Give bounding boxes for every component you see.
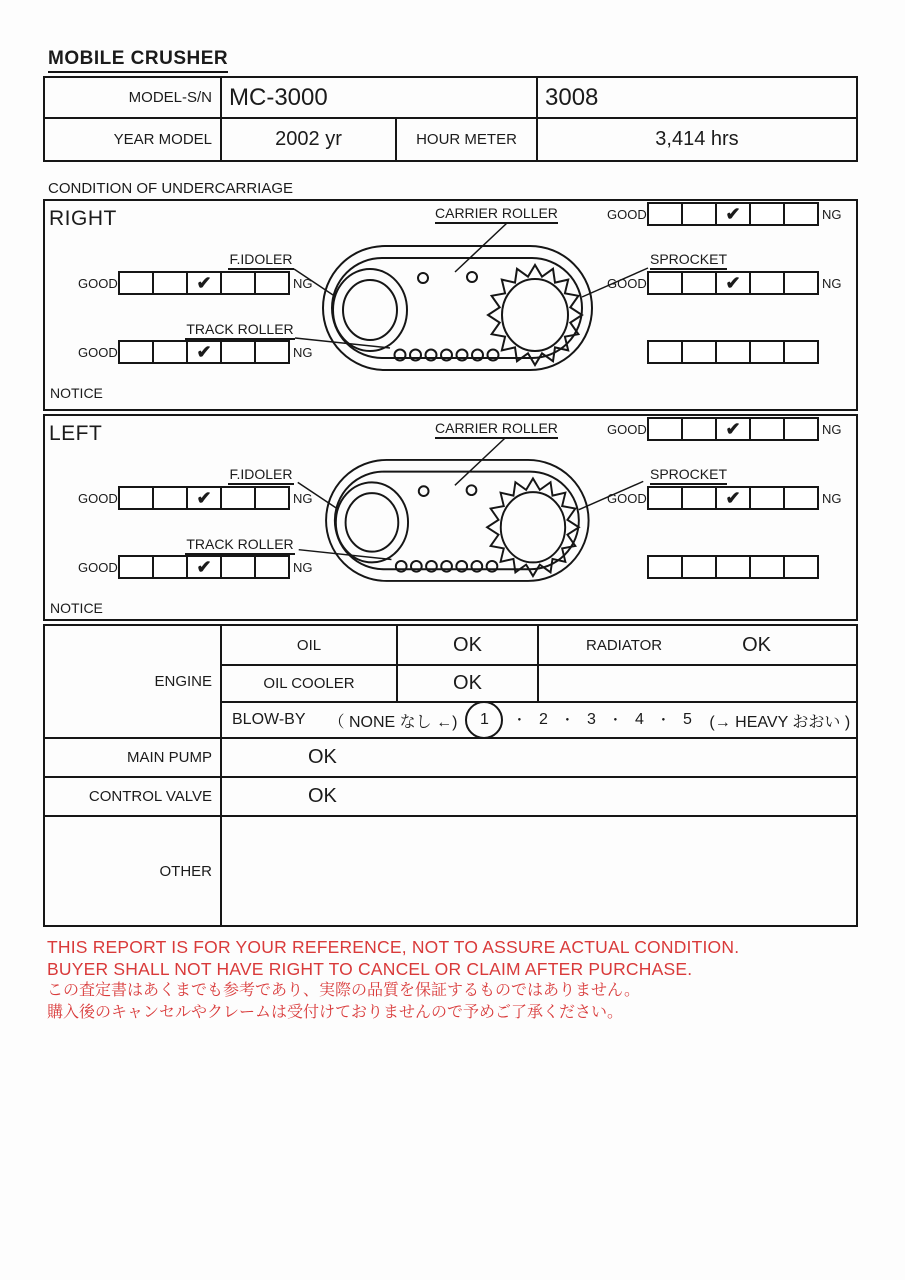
carrier-roller-rating-row — [607, 417, 842, 441]
front-idler-label: F.IDOLER — [228, 466, 294, 485]
hour-meter-label: HOUR METER — [397, 119, 538, 160]
track-roller-label: TRACK ROLLER — [185, 536, 295, 555]
rating-cell — [118, 271, 154, 295]
oil-cooler-label: OIL COOLER — [222, 666, 398, 701]
other-label: OTHER — [45, 817, 222, 925]
carrier-roller-dot — [467, 272, 477, 282]
engine-label: ENGINE — [45, 626, 222, 737]
rating-cell — [254, 555, 290, 579]
blow-by-scale-4: 4 — [634, 711, 644, 728]
carrier-roller-label: CARRIER ROLLER — [435, 420, 558, 439]
track-roller-dot — [472, 350, 483, 361]
rating-cell — [783, 202, 819, 226]
good-label: GOOD — [78, 559, 118, 575]
rating-cells — [647, 417, 819, 441]
undercarriage-left-panel — [43, 414, 858, 621]
track-roller-dot — [471, 561, 482, 572]
front-idler-rating-row — [78, 486, 313, 510]
rating-cell: ✔ — [715, 271, 751, 295]
blow-by-row — [222, 703, 856, 737]
rating-cell — [749, 340, 785, 364]
track-roller-label: TRACK ROLLER — [185, 321, 295, 340]
front-idler-inner — [346, 493, 399, 552]
oil-label: OIL — [222, 626, 398, 664]
rating-cell: ✔ — [186, 271, 222, 295]
good-label: GOOD — [607, 275, 647, 291]
ng-label: NG — [293, 344, 313, 360]
sprocket-teeth — [487, 478, 579, 576]
undercarriage-right-panel — [43, 199, 858, 411]
blow-by-scale-5: 5 — [682, 711, 692, 728]
rating-cell — [681, 202, 717, 226]
rating-cell — [220, 555, 256, 579]
model-sn-label: MODEL-S/N — [45, 78, 222, 117]
carrier-roller-dot — [418, 273, 428, 283]
rating-cell — [118, 555, 154, 579]
control-valve-label: CONTROL VALVE — [45, 778, 222, 815]
rating-cell — [783, 486, 819, 510]
rating-cell — [749, 271, 785, 295]
rating-cells — [647, 555, 819, 579]
rating-cell — [152, 271, 188, 295]
control-valve-value: OK — [308, 785, 337, 807]
front-idler-inner — [343, 280, 397, 340]
track-outline-outer — [326, 460, 589, 581]
hour-meter-value: 3,414 hrs — [655, 128, 739, 150]
blow-by-scale — [463, 705, 697, 735]
ng-label: NG — [822, 490, 842, 506]
carrier-roller-label: CARRIER ROLLER — [435, 205, 558, 224]
empty-cell — [539, 666, 856, 701]
track-roller-dot — [410, 350, 421, 361]
track-roller-dot — [456, 561, 467, 572]
engine-oil-cooler-row — [222, 666, 856, 703]
track-roller-dot — [411, 561, 422, 572]
good-label: GOOD — [607, 421, 647, 437]
rating-cell — [681, 555, 717, 579]
rating-cell: ✔ — [715, 417, 751, 441]
year-value: 2002 yr — [222, 119, 397, 160]
track-diagram — [45, 201, 856, 409]
rating-cell — [749, 202, 785, 226]
page-title: MOBILE CRUSHER — [48, 48, 228, 73]
ng-label: NG — [822, 206, 842, 222]
rating-cell — [715, 340, 751, 364]
sprocket-rating-row — [607, 486, 842, 510]
blow-by-scale-3: 3 — [586, 711, 596, 728]
rating-cell: ✔ — [186, 340, 222, 364]
sprocket-label: SPROCKET — [650, 466, 727, 485]
disclaimer — [47, 937, 739, 1023]
track-outline-inner — [335, 472, 579, 570]
good-label: GOOD — [607, 206, 647, 222]
spec-row-model — [45, 78, 856, 119]
ng-label: NG — [293, 490, 313, 506]
rating-cell — [783, 271, 819, 295]
oil-value: OK — [398, 626, 539, 664]
rating-cell — [647, 271, 683, 295]
front-idler-rating-row — [78, 271, 313, 295]
good-label: GOOD — [78, 490, 118, 506]
track-roller-rating-row — [78, 555, 313, 579]
carrier-roller-leader-line — [455, 223, 507, 272]
radiator-cell — [539, 626, 856, 664]
sprocket-rating-row — [607, 271, 842, 295]
ng-label: NG — [822, 275, 842, 291]
rating-cell — [152, 486, 188, 510]
rating-cell — [749, 417, 785, 441]
rating-cell — [681, 271, 717, 295]
rating-cell — [647, 202, 683, 226]
good-label: GOOD — [78, 344, 118, 360]
carrier-roller-rating-row — [607, 202, 842, 226]
rating-cells — [118, 340, 290, 364]
sprocket-hub — [501, 492, 565, 562]
main-pump-value: OK — [308, 746, 337, 768]
rating-cell — [118, 486, 154, 510]
rating-cell — [254, 271, 290, 295]
engine-oil-row — [222, 626, 856, 666]
carrier-roller-dot — [467, 485, 477, 495]
sprocket-teeth — [488, 265, 582, 365]
track-roller-dot — [426, 350, 437, 361]
undercarriage-section-title: CONDITION OF UNDERCARRIAGE — [48, 180, 294, 197]
rating-cells — [647, 340, 819, 364]
rating-cell: ✔ — [715, 202, 751, 226]
radiator-label: RADIATOR — [586, 636, 663, 654]
front-idler-outer — [336, 482, 408, 562]
model-value: MC-3000 — [222, 78, 538, 117]
ng-label: NG — [293, 559, 313, 575]
rating-cell — [118, 340, 154, 364]
track-roller-dot — [487, 561, 498, 572]
blow-by-label: BLOW-BY — [232, 711, 306, 728]
engine-row-group — [45, 626, 856, 739]
scale-dot: ・ — [512, 712, 527, 728]
rating-cells — [118, 271, 290, 295]
scale-dot: ・ — [560, 712, 575, 728]
other-row — [45, 817, 856, 925]
track-roller-dot — [396, 561, 407, 572]
rating-cell — [647, 417, 683, 441]
radiator-value: OK — [742, 633, 772, 656]
rating-cell — [681, 340, 717, 364]
rating-cell — [152, 340, 188, 364]
rating-cells — [118, 486, 290, 510]
disclaimer-line-en-1: THIS REPORT IS FOR YOUR REFERENCE, NOT TO ASSURE ACTUAL CONDITION. — [47, 937, 740, 957]
track-roller-dot — [426, 561, 437, 572]
notice-label: NOTICE — [50, 385, 103, 401]
track-roller-dot — [441, 561, 452, 572]
control-valve-row — [45, 778, 856, 817]
main-pump-label: MAIN PUMP — [45, 739, 222, 776]
spec-row-year — [45, 119, 856, 160]
track-diagram — [45, 416, 856, 619]
track-roller-dot — [395, 350, 406, 361]
track-roller-rating-row — [78, 340, 313, 364]
scale-dot: ・ — [656, 712, 671, 728]
rating-cell — [220, 271, 256, 295]
rating-cell — [783, 555, 819, 579]
good-label: GOOD — [78, 275, 118, 291]
rating-cell — [681, 417, 717, 441]
rating-cell: ✔ — [186, 486, 222, 510]
rating-cell — [254, 486, 290, 510]
rating-cells — [118, 555, 290, 579]
spec-table — [43, 76, 858, 162]
disclaimer-line-jp-1: この査定書はあくまでも参考であり、実際の品質を保証するものではありません。 — [47, 982, 640, 999]
ng-label: NG — [293, 275, 313, 291]
rating-cell — [220, 340, 256, 364]
front-idler-label: F.IDOLER — [228, 251, 294, 270]
rating-cell — [647, 340, 683, 364]
oil-cooler-value: OK — [398, 666, 539, 701]
rating-cell — [783, 340, 819, 364]
carrier-roller-leader-line — [455, 437, 506, 485]
track-outline-outer — [323, 246, 592, 370]
ng-label: NG — [822, 421, 842, 437]
rating-cell — [783, 417, 819, 441]
disclaimer-line-jp-2: 購入後のキャンセルやクレームは受付けておりませんので予めご了承ください。 — [47, 1003, 624, 1021]
panel-title-left: LEFT — [49, 422, 103, 445]
blow-by-heavy-label: (→ HEAVY おおい ) — [709, 713, 851, 731]
panel-title-right: RIGHT — [49, 207, 117, 230]
component-condition-table — [43, 624, 858, 927]
rating-cell — [715, 555, 751, 579]
good-label: GOOD — [607, 490, 647, 506]
scale-dot: ・ — [608, 712, 623, 728]
disclaimer-line-en-2: BUYER SHALL NOT HAVE RIGHT TO CANCEL OR CLAIM AFTER PURCHASE. — [47, 958, 693, 979]
rating-cell — [749, 555, 785, 579]
rating-cell: ✔ — [715, 486, 751, 510]
blow-by-scale-1: 1 — [465, 701, 503, 739]
track-roller-dot — [457, 350, 468, 361]
front-idler-outer — [333, 269, 407, 351]
track-outline-inner — [332, 258, 582, 358]
blow-by-none-label: （ NONE なし ←) — [328, 713, 458, 731]
sprocket-hub — [502, 279, 568, 351]
rating-cells — [647, 202, 819, 226]
rating-cell — [254, 340, 290, 364]
track-roller-dot — [441, 350, 452, 361]
extra-rating-row — [647, 555, 819, 579]
serial-value: 3008 — [545, 83, 599, 111]
track-roller-dot — [488, 350, 499, 361]
sprocket-label: SPROCKET — [650, 251, 727, 270]
rating-cell — [681, 486, 717, 510]
rating-cell — [749, 486, 785, 510]
notice-label: NOTICE — [50, 600, 103, 616]
rating-cell — [152, 555, 188, 579]
blow-by-scale-2: 2 — [538, 711, 548, 728]
rating-cell: ✔ — [186, 555, 222, 579]
rating-cells — [647, 271, 819, 295]
year-model-label: YEAR MODEL — [45, 119, 222, 160]
rating-cell — [647, 486, 683, 510]
carrier-roller-dot — [419, 486, 429, 496]
extra-rating-row — [647, 340, 819, 364]
main-pump-row — [45, 739, 856, 778]
rating-cell — [647, 555, 683, 579]
rating-cells — [647, 486, 819, 510]
rating-cell — [220, 486, 256, 510]
track-roller-leader-line — [299, 550, 392, 560]
